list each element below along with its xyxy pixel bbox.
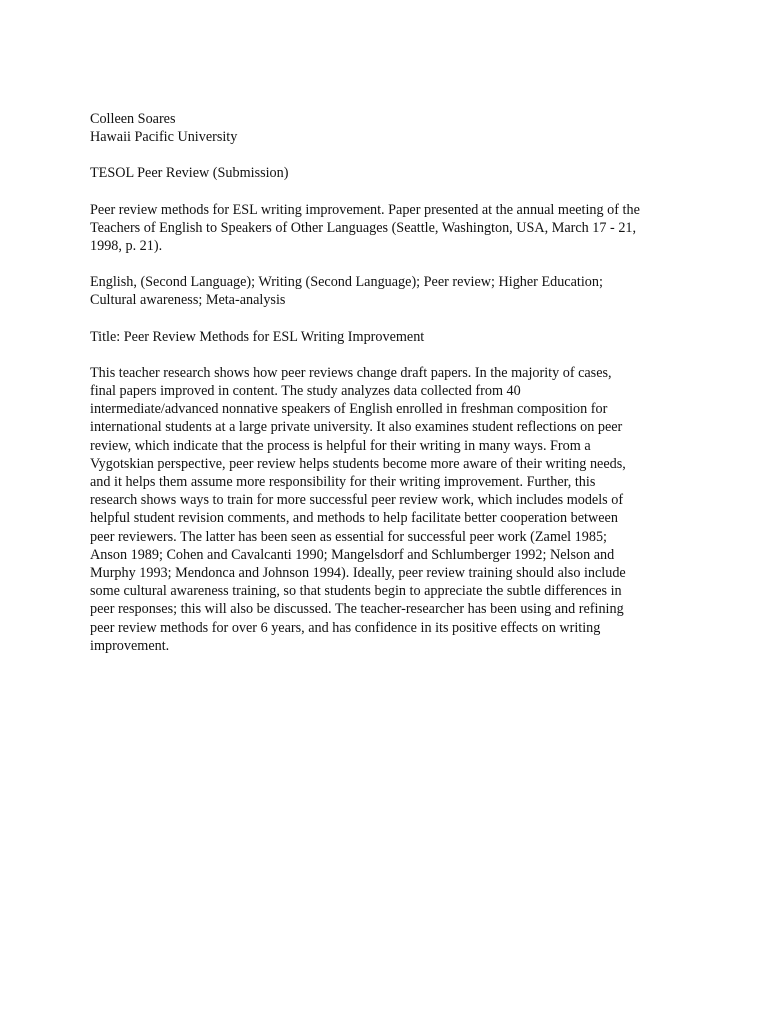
abstract-line: peer responses; this will also be discussed. The teacher-researcher has been using and refining [90, 601, 624, 618]
citation-block [90, 201, 690, 256]
abstract-block [90, 364, 690, 655]
abstract-line: international students at a large private university. It also examines student reflections on peer [90, 419, 623, 436]
abstract-line: peer reviewers. The latter has been seen as essential for successful peer work (Zamel 1985; [90, 528, 607, 545]
abstract-line: intermediate/advanced nonnative speakers of English enrolled in freshman composition for [90, 401, 608, 418]
citation-line: 1998, p. 21). [90, 238, 163, 255]
abstract-line: Anson 1989; Cohen and Cavalcanti 1990; Mangelsdorf and Schlumberger 1992; Nelson and [90, 546, 615, 563]
abstract-line: improvement. [90, 637, 170, 654]
abstract-line: helpful student revision comments, and methods to help facilitate better cooperation between [90, 510, 618, 527]
abstract-line: This teacher research shows how peer reviews change draft papers. In the majority of cases, [90, 364, 612, 381]
submission-type: TESOL Peer Review (Submission) [90, 165, 289, 182]
author-affiliation: Hawaii Pacific University [90, 129, 238, 146]
abstract-line: review, which indicate that the process is helpful for their writing in many ways. From a [90, 437, 591, 454]
submission-block [90, 164, 690, 182]
keywords-block [90, 273, 690, 309]
citation-line: Teachers of English to Speakers of Other Languages (Seattle, Washington, USA, March 17 - 21, [90, 219, 637, 236]
abstract-line: peer review methods for over 6 years, and has confidence in its positive effects on writing [90, 619, 601, 636]
document-content [90, 110, 690, 655]
paper-title: Title: Peer Review Methods for ESL Writing Improvement [90, 328, 425, 345]
author-name: Colleen Soares [90, 111, 176, 127]
keywords-line: Cultural awareness; Meta-analysis [90, 292, 286, 309]
title-block [90, 328, 690, 346]
abstract-line: Murphy 1993; Mendonca and Johnson 1994). Ideally, peer review training should also include [90, 565, 626, 582]
abstract-line: final papers improved in content. The study analyzes data collected from 40 [90, 383, 521, 400]
abstract-line: research shows ways to train for more successful peer review work, which includes models of [90, 492, 624, 509]
author-block [90, 110, 690, 146]
abstract-line: and it helps them assume more responsibility for their writing improvement. Further, this [90, 474, 596, 491]
abstract-line: Vygotskian perspective, peer review helps students become more aware of their writing needs, [90, 455, 626, 472]
citation-line: Peer review methods for ESL writing improvement. Paper presented at the annual meeting of the [90, 201, 640, 218]
abstract-line: some cultural awareness training, so that students begin to appreciate the subtle differences in [90, 583, 622, 600]
keywords-line: English, (Second Language); Writing (Second Language); Peer review; Higher Education; [90, 274, 603, 291]
